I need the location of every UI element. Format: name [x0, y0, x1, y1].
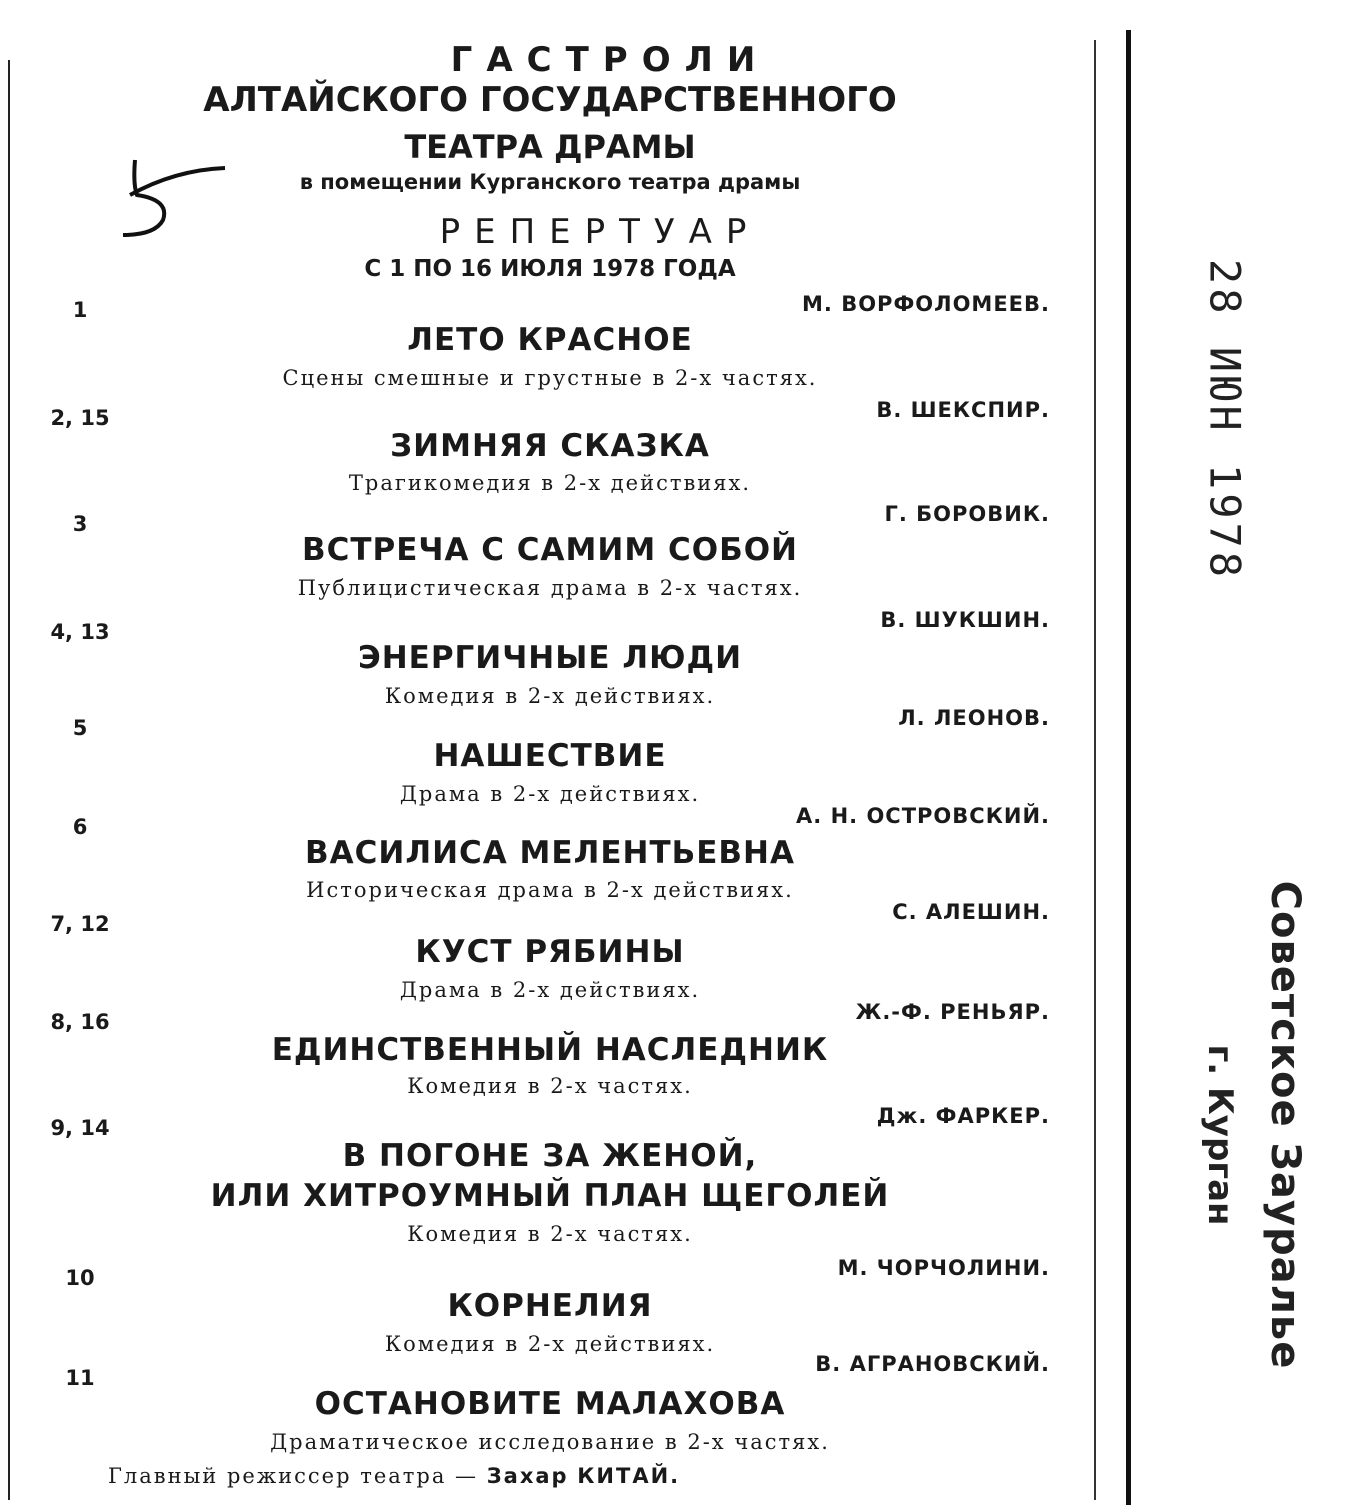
play-dates: 7, 12: [50, 912, 110, 936]
play-title: ВСТРЕЧА С САМИМ СОБОЙ: [301, 532, 798, 568]
play-title: НАШЕСТВИЕ: [433, 738, 667, 774]
play-dates: 2, 15: [50, 406, 110, 430]
date-stamp-text: 28 ИЮН 1978: [1200, 258, 1250, 582]
play-genre: Комедия в 2-х действиях.: [384, 1332, 716, 1356]
city-stamp-text: г. Курган: [1200, 1044, 1240, 1226]
play-author: В. ШУКШИН.: [880, 608, 1050, 632]
header-dates: С 1 ПО 16 ИЮЛЯ 1978 ГОДА: [364, 256, 736, 282]
play-genre: Публицистическая драма в 2-х частях.: [297, 576, 803, 600]
play-title: КУСТ РЯБИНЫ: [415, 934, 685, 970]
play-title: ВАСИЛИСА МЕЛЕНТЬЕВНА: [305, 835, 795, 871]
play-title-line2: ИЛИ ХИТРОУМНЫЙ ПЛАН ЩЕГОЛЕЙ: [210, 1178, 890, 1214]
city-stamp: [1195, 1020, 1245, 1250]
play-dates: 6: [72, 815, 88, 839]
header-theatre-line2: ТЕАТРА ДРАМЫ: [404, 128, 696, 166]
header-gastroli: ГАСТРОЛИ: [450, 40, 770, 80]
newspaper-stamp-text: Советское Зауралье: [1262, 880, 1308, 1370]
play-dates: 11: [65, 1366, 95, 1390]
play-author: В. АГРАНОВСКИЙ.: [815, 1352, 1050, 1376]
play-title: ЕДИНСТВЕННЫЙ НАСЛЕДНИК: [271, 1032, 829, 1068]
play-title: ЛЕТО КРАСНОЕ: [407, 322, 693, 358]
play-genre: Трагикомедия в 2-х действиях.: [348, 471, 752, 495]
header-venue: в помещении Курганского театра драмы: [299, 170, 801, 194]
play-dates: 10: [65, 1266, 95, 1290]
play-genre: Комедия в 2-х действиях.: [384, 684, 716, 708]
newspaper-stamp: [1250, 840, 1320, 1410]
play-author: М. ЧОРЧОЛИНИ.: [837, 1256, 1050, 1280]
play-author: А. Н. ОСТРОВСКИЙ.: [796, 804, 1050, 828]
play-author: В. ШЕКСПИР.: [876, 398, 1050, 422]
play-dates: 8, 16: [50, 1010, 110, 1034]
play-dates: 4, 13: [50, 620, 110, 644]
play-title: КОРНЕЛИЯ: [447, 1288, 653, 1324]
play-genre: Драма в 2-х действиях.: [399, 978, 701, 1002]
play-author: Л. ЛЕОНОВ.: [898, 706, 1050, 730]
play-genre: Историческая драма в 2-х действиях.: [306, 878, 794, 902]
play-genre: Комедия в 2-х частях.: [407, 1222, 693, 1246]
play-dates: 5: [72, 716, 88, 740]
play-title: ЗИМНЯЯ СКАЗКА: [390, 428, 710, 464]
director-credit: [108, 1464, 680, 1488]
play-genre: Драматическое исследование в 2-х частях.: [270, 1430, 830, 1454]
header-repertoire: РЕПЕРТУАР: [439, 212, 761, 252]
play-title: ОСТАНОВИТЕ МАЛАХОВА: [314, 1386, 786, 1422]
play-title: В ПОГОНЕ ЗА ЖЕНОЙ,: [342, 1138, 758, 1174]
play-author: С. АЛЕШИН.: [892, 900, 1050, 924]
play-author: Г. БОРОВИК.: [884, 502, 1050, 526]
play-genre: Комедия в 2-х частях.: [407, 1074, 693, 1098]
play-genre: Сцены смешные и грустные в 2-х частях.: [282, 366, 818, 390]
play-dates: 9, 14: [50, 1116, 110, 1140]
director-first-name: Захар: [486, 1464, 569, 1488]
play-author: Ж.-Ф. РЕНЬЯР.: [855, 1000, 1050, 1024]
date-stamp: [1180, 220, 1270, 620]
director-label: Главный режиссер театра —: [108, 1464, 479, 1488]
play-title: ЭНЕРГИЧНЫЕ ЛЮДИ: [357, 640, 743, 676]
header-theatre-line1: АЛТАЙСКОГО ГОСУДАРСТВЕННОГО: [203, 80, 897, 120]
play-dates: 1: [72, 298, 88, 322]
director-last-name: КИТАЙ.: [577, 1464, 681, 1488]
play-dates: 3: [72, 512, 88, 536]
play-author: М. ВОРФОЛОМЕЕВ.: [802, 292, 1050, 316]
play-author: Дж. ФАРКЕР.: [876, 1104, 1050, 1128]
play-genre: Драма в 2-х действиях.: [399, 782, 701, 806]
